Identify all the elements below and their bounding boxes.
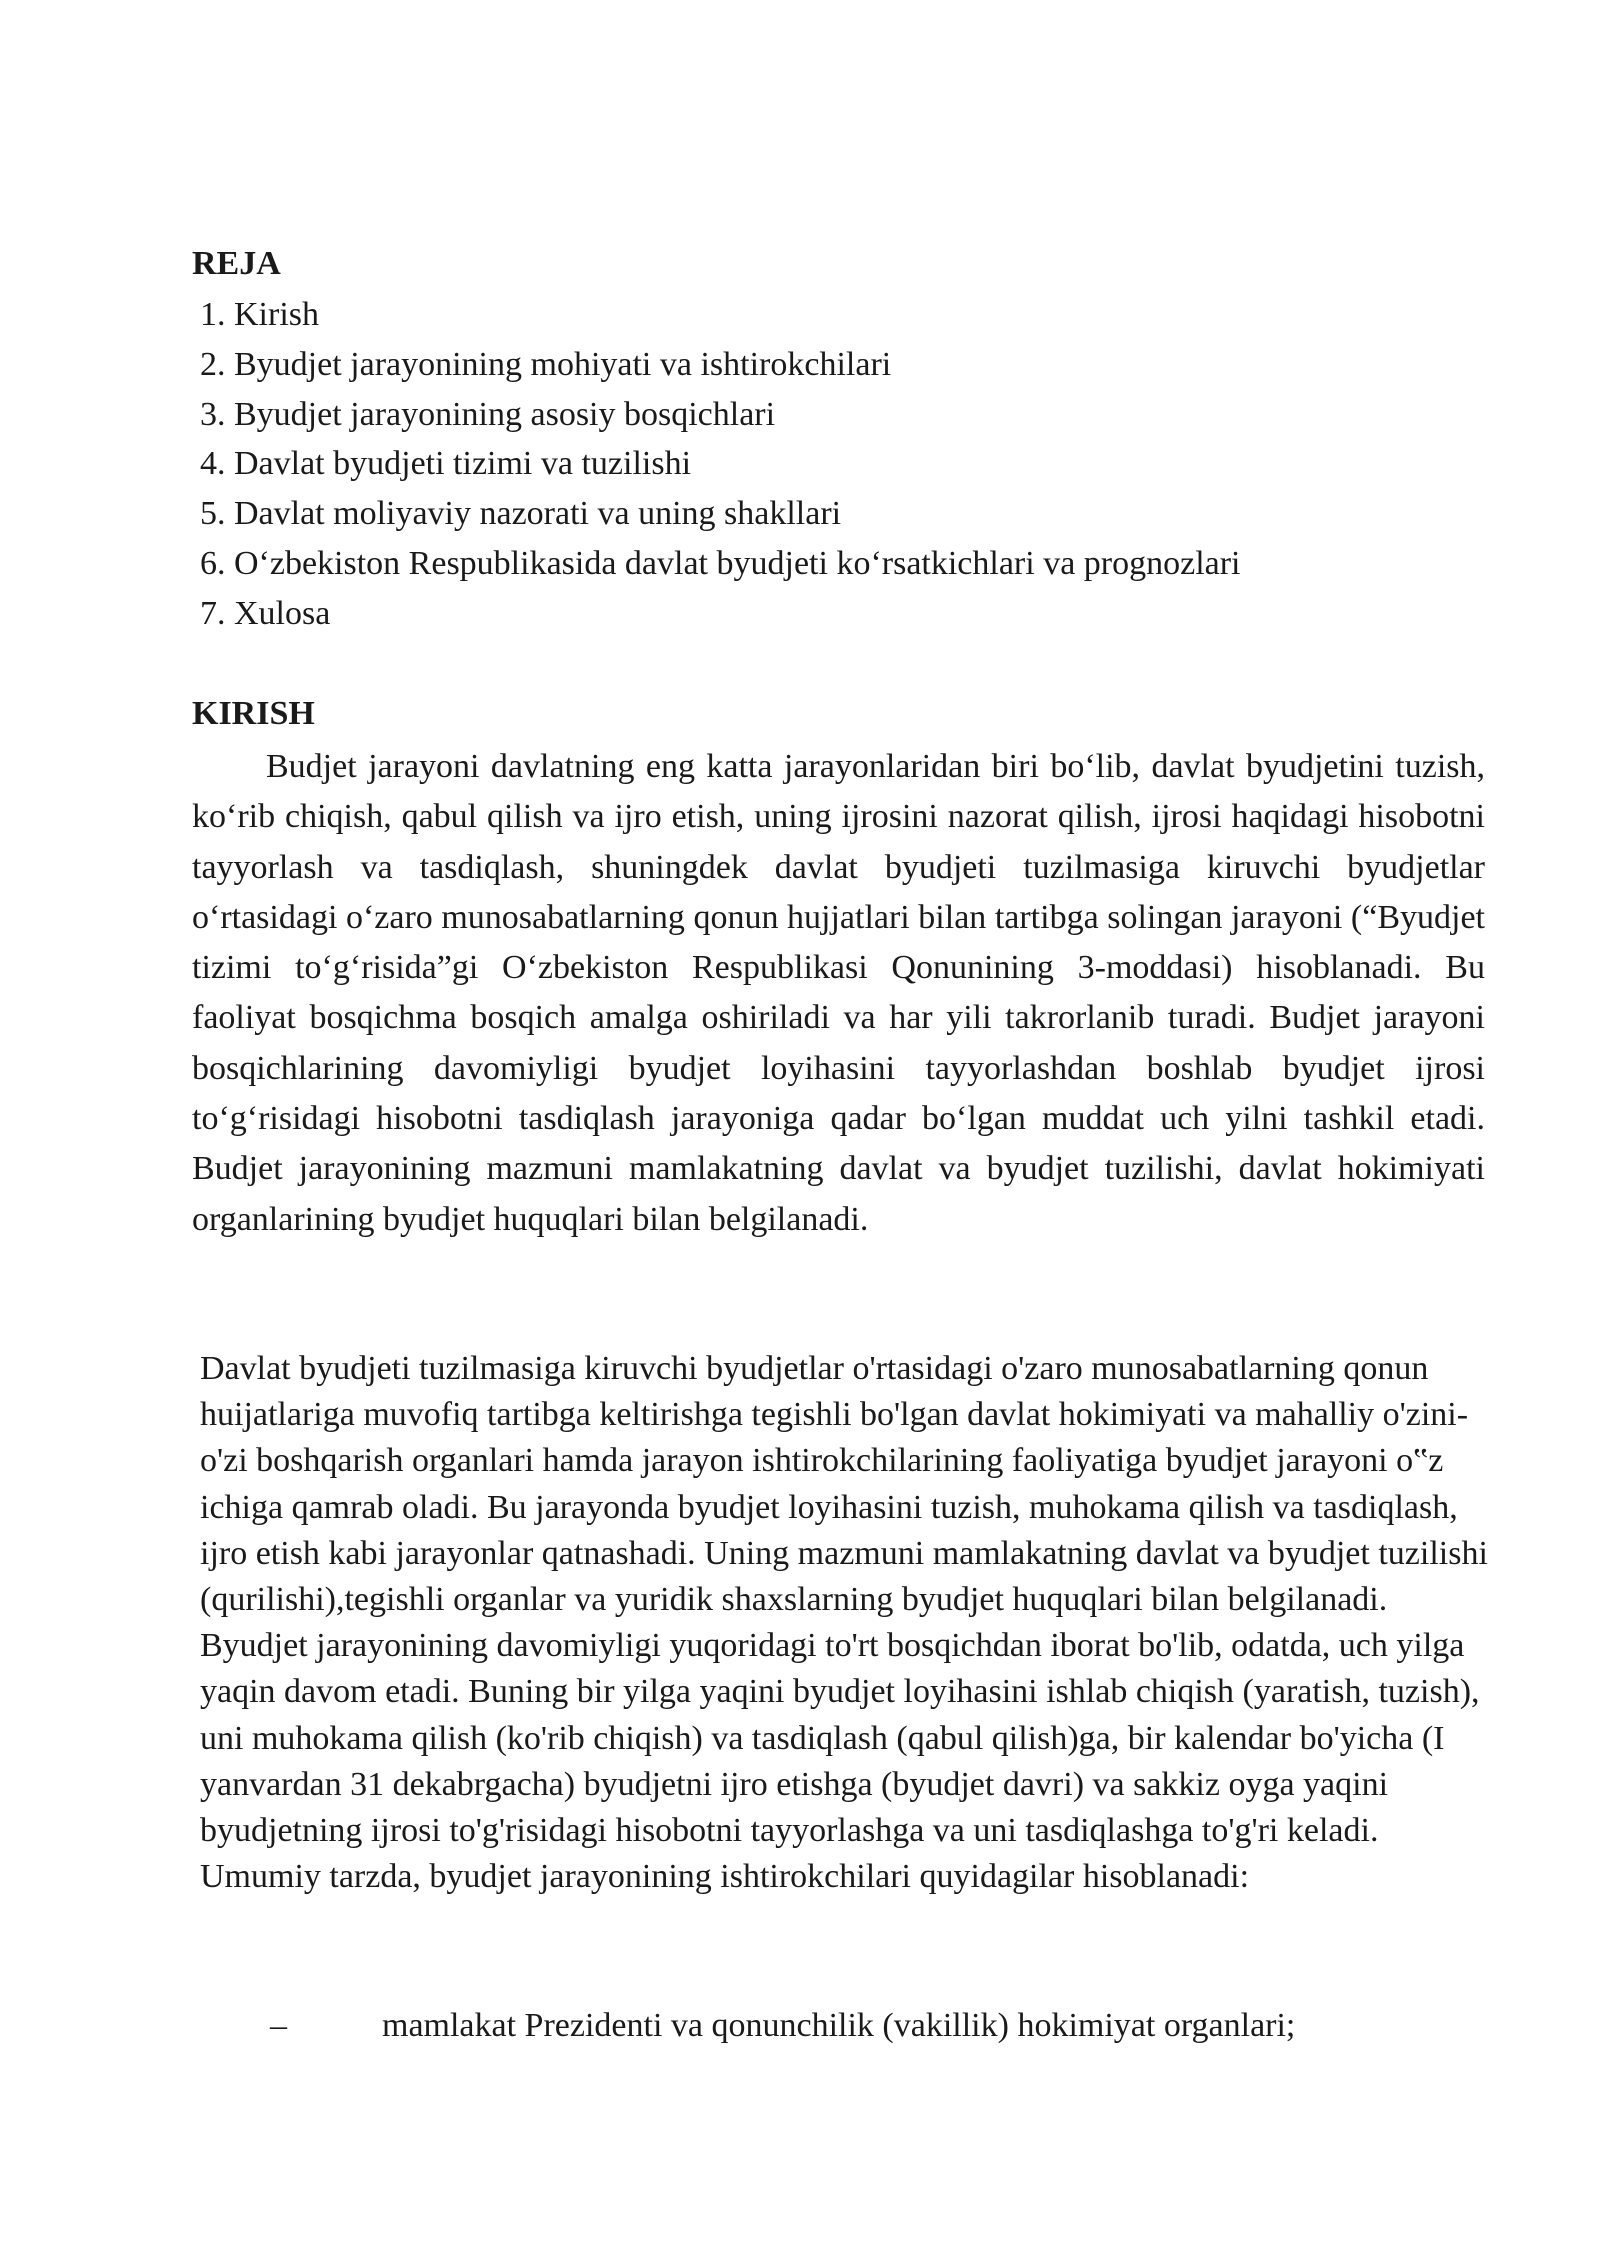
plan-item-7: 7. Xulosa [200,594,331,632]
intro-heading: KIRISH [192,695,315,732]
plan-item-4: 4. Davlat byudjeti tizimi va tuzilishi [200,445,692,483]
plan-item-5: 5. Davlat moliyaviy nazorati va uning shakllari [200,495,842,533]
plan-item-1: 1. Kirish [200,296,319,333]
intro-paragraph: Budjet jarayoni davlatning eng katta jarayonlaridan biri bo‘lib, davlat byudjetini tuzish, ko‘rib chiqish, qabul qilish va ijro etish, uning ijrosini nazorat qilish, ijrosi haqidagi hisobotni tayyorlash va tasdiqlash, shuningdek davlat byudjeti tuzilmasiga kiruvchi byudjetlar o‘rtasidagi o‘zaro munosabatlarning qonun hujjatlari bilan tartibga solingan jarayoni (“Byudjet tizimi to‘g‘risida”gi O‘zbekiston Respublikasi Qonunining 3-moddasi) hisoblanadi. Bu faoliyat bosqichma bosqich amalga oshiriladi va har yili takrorlanib turadi. Budjet jarayoni bosqichlarining davomiyligi byudjet loyihasini tayyorlashdan boshlab byudjet ijrosi to‘g‘risidagi hisobotni tasdiqlash jarayoniga qadar bo‘lgan muddat uch yilni tashkil etadi. Budjet jarayonining mazmuni mamlakatning davlat va byudjet tuzilishi, davlat hokimiyati organlarining byudjet huquqlari bilan belgilanadi. [192,748,1485,1238]
plan-item-3: 3. Byudjet jarayonining asosiy bosqichlari [200,395,776,433]
dash-marker: – [270,2007,287,2044]
list-item [270,2003,1295,2049]
plan-heading: REJA [192,245,281,282]
plan-item-2: 2. Byudjet jarayonining mohiyati va ishtirokchilari [200,345,892,383]
list-item-text: mamlakat Prezidenti va qonunchilik (vakillik) hokimiyat organlari; [382,2007,1296,2044]
body-paragraph: Davlat byudjeti tuzilmasiga kiruvchi byudjetlar o'rtasidagi o'zaro munosabatlarning qonun huijatlariga muvofiq tartibga keltirishga tegishli bo'lgan davlat hokimiyati va mahalliy o'zini-o'zi boshqarish organlari hamda jarayon ishtirokchilarining faoliyatiga byudjet jarayoni o‟z ichiga qamrab oladi. Bu jarayonda byudjet loyihasini tuzish, muhokama qilish va tasdiqlash, ijro etish kabi jarayonlar qatnashadi. Uning mazmuni mamlakatning davlat va byudjet tuzilishi (qurilishi),tegishli organlar va yuridik shaxslarning byudjet huquqlari bilan belgilanadi. Byudjet jarayonining davomiyligi yuqoridagi to'rt bosqichdan iborat bo'lib, odatda, uch yilga yaqin davom etadi. Buning bir yilga yaqini byudjet loyihasini ishlab chiqish (yaratish, tuzish), uni muhokama qilish (ko'rib chiqish) va tasdiqlash (qabul qilish)ga, bir kalendar bo'yicha (I yanvardan 31 dekabrgacha) byudjetni ijro etishga (byudjet davri) va sakkiz oyga yaqini byudjetning ijrosi to'g'risidagi hisobotni tayyorlashga va uni tasdiqlashga to'g'ri keladi. Umumiy tarzda, byudjet jarayonining ishtirokchilari quyidagilar hisoblanadi: [200,1350,1488,1896]
plan-item-6: 6. O‘zbekiston Respublikasida davlat byudjeti ko‘rsatkichlari va prognozlari [200,544,1241,582]
plan-list [200,290,1241,639]
